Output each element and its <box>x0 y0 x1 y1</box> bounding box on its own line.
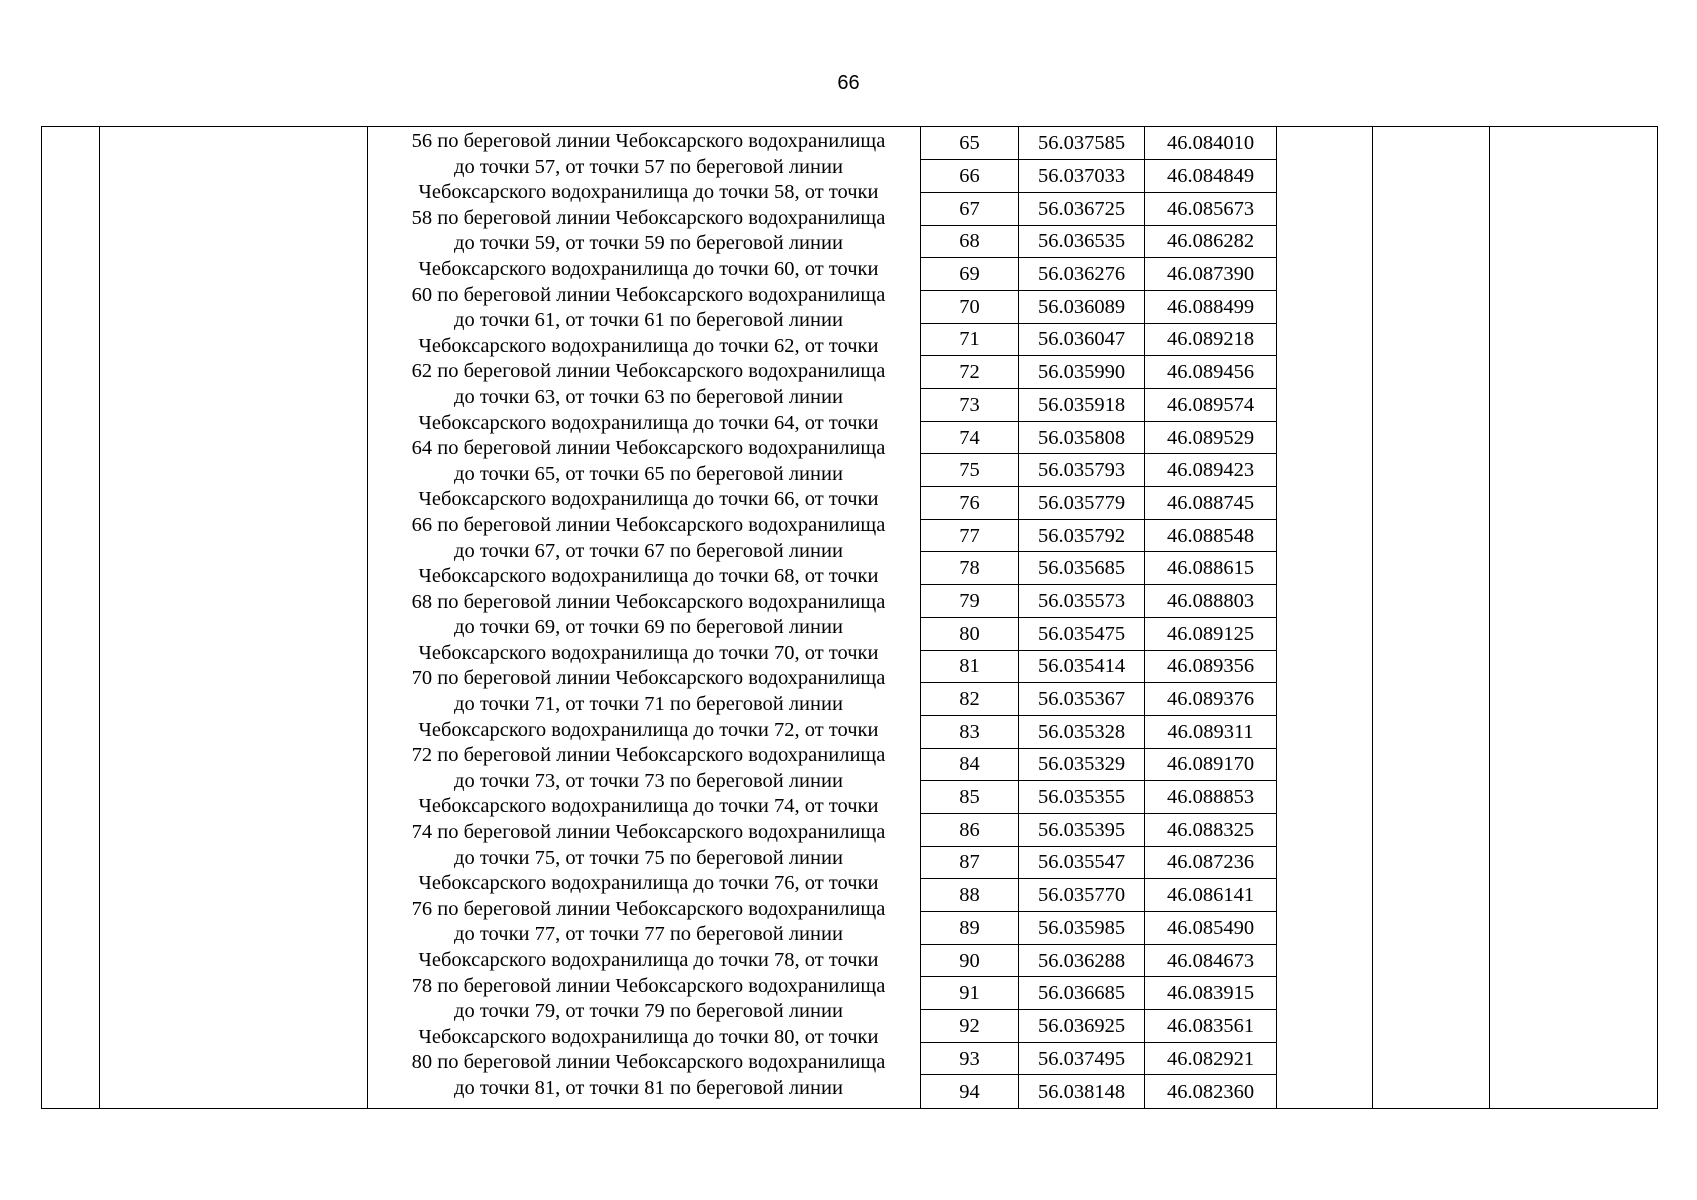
description-line: 76 по береговой линии Чебоксарского водохранилища <box>411 897 886 920</box>
latitude-cell: 56.035792 <box>1019 519 1145 552</box>
longitude-cell: 46.089356 <box>1145 650 1277 683</box>
description-line: 70 по береговой линии Чебоксарского водохранилища <box>411 667 886 690</box>
point-number-cell: 65 <box>921 127 1019 160</box>
point-number-cell: 67 <box>921 192 1019 225</box>
boundary-description <box>372 127 925 1102</box>
table-row <box>921 1042 1277 1075</box>
description-line: до точки 71, от точки 71 по береговой линии <box>454 693 843 716</box>
description-line: 64 по береговой линии Чебоксарского водохранилища <box>411 437 886 460</box>
longitude-cell: 46.088499 <box>1145 290 1277 323</box>
description-line: до точки 61, от точки 61 по береговой линии <box>454 309 843 332</box>
description-line: до точки 57, от точки 57 по береговой линии <box>454 155 843 178</box>
description-line: 58 по береговой линии Чебоксарского водохранилища <box>411 206 886 229</box>
table-row <box>921 356 1277 389</box>
longitude-cell: 46.086141 <box>1145 879 1277 912</box>
point-number-cell: 72 <box>921 356 1019 389</box>
longitude-cell: 46.089218 <box>1145 323 1277 356</box>
table-row <box>921 487 1277 520</box>
description-line: 78 по береговой линии Чебоксарского водохранилища <box>411 974 886 997</box>
point-number-cell: 87 <box>921 846 1019 879</box>
longitude-cell: 46.084849 <box>1145 160 1277 193</box>
latitude-cell: 56.035475 <box>1019 617 1145 650</box>
longitude-cell: 46.089529 <box>1145 421 1277 454</box>
description-line: до точки 73, от точки 73 по береговой линии <box>454 769 843 792</box>
latitude-cell: 56.036725 <box>1019 192 1145 225</box>
point-number-cell: 80 <box>921 617 1019 650</box>
table-row <box>921 323 1277 356</box>
description-line: Чебоксарского водохранилища до точки 76, от точки <box>418 872 879 895</box>
description-line: Чебоксарского водохранилища до точки 80, от точки <box>418 1025 879 1048</box>
table-row <box>921 748 1277 781</box>
longitude-cell: 46.087236 <box>1145 846 1277 879</box>
description-line: 62 по береговой линии Чебоксарского водохранилища <box>411 360 886 383</box>
longitude-cell: 46.088548 <box>1145 519 1277 552</box>
description-line: до точки 81, от точки 81 по береговой линии <box>454 1076 843 1099</box>
longitude-cell: 46.085673 <box>1145 192 1277 225</box>
description-line: 60 по береговой линии Чебоксарского водохранилища <box>411 283 886 306</box>
point-number-cell: 79 <box>921 585 1019 618</box>
table-row <box>921 421 1277 454</box>
longitude-cell: 46.088745 <box>1145 487 1277 520</box>
latitude-cell: 56.035573 <box>1019 585 1145 618</box>
latitude-cell: 56.035685 <box>1019 552 1145 585</box>
latitude-cell: 56.037495 <box>1019 1042 1145 1075</box>
latitude-cell: 56.036089 <box>1019 290 1145 323</box>
description-line: Чебоксарского водохранилища до точки 78, от точки <box>418 949 879 971</box>
longitude-cell: 46.089170 <box>1145 748 1277 781</box>
latitude-cell: 56.035793 <box>1019 454 1145 487</box>
longitude-cell: 46.088803 <box>1145 585 1277 618</box>
point-number-cell: 73 <box>921 389 1019 422</box>
table-row <box>921 1010 1277 1043</box>
description-line: Чебоксарского водохранилища до точки 62, от точки <box>418 334 879 357</box>
longitude-cell: 46.084010 <box>1145 127 1277 160</box>
latitude-cell: 56.035328 <box>1019 715 1145 748</box>
point-number-cell: 82 <box>921 683 1019 716</box>
longitude-cell: 46.082360 <box>1145 1075 1277 1108</box>
column-divider <box>367 127 368 1108</box>
table-row <box>921 912 1277 945</box>
longitude-cell: 46.089456 <box>1145 356 1277 389</box>
point-number-cell: 77 <box>921 519 1019 552</box>
description-line: Чебоксарского водохранилища до точки 60, от точки <box>418 257 879 280</box>
point-number-cell: 86 <box>921 813 1019 846</box>
description-line: Чебоксарского водохранилища до точки 64, от точки <box>418 411 879 434</box>
latitude-cell: 56.037033 <box>1019 160 1145 193</box>
description-line: до точки 67, от точки 67 по береговой линии <box>454 539 843 562</box>
point-number-cell: 93 <box>921 1042 1019 1075</box>
longitude-cell: 46.084673 <box>1145 944 1277 977</box>
longitude-cell: 46.086282 <box>1145 225 1277 258</box>
latitude-cell: 56.035808 <box>1019 421 1145 454</box>
latitude-cell: 56.036535 <box>1019 225 1145 258</box>
description-line: до точки 79, от точки 79 по береговой линии <box>454 1000 843 1023</box>
point-number-cell: 66 <box>921 160 1019 193</box>
longitude-cell: 46.089423 <box>1145 454 1277 487</box>
table-row <box>921 519 1277 552</box>
description-line: до точки 77, от точки 77 по береговой линии <box>454 923 843 946</box>
longitude-cell: 46.083561 <box>1145 1010 1277 1043</box>
point-number-cell: 94 <box>921 1075 1019 1108</box>
description-line: Чебоксарского водохранилища до точки 68, от точки <box>418 565 879 588</box>
coordinates-table <box>920 127 1277 1108</box>
latitude-cell: 56.035547 <box>1019 846 1145 879</box>
description-line: Чебоксарского водохранилища до точки 66, от точки <box>418 488 879 511</box>
point-number-cell: 85 <box>921 781 1019 814</box>
table-row <box>921 585 1277 618</box>
table-row <box>921 650 1277 683</box>
column-divider <box>99 127 100 1108</box>
description-line: Чебоксарского водохранилища до точки 72, от точки <box>418 718 879 741</box>
latitude-cell: 56.038148 <box>1019 1075 1145 1108</box>
point-number-cell: 83 <box>921 715 1019 748</box>
description-line: 68 по береговой линии Чебоксарского водохранилища <box>411 590 886 613</box>
description-line: до точки 59, от точки 59 по береговой линии <box>454 232 843 255</box>
latitude-cell: 56.035395 <box>1019 813 1145 846</box>
description-line: 72 по береговой линии Чебоксарского водохранилища <box>411 744 886 767</box>
point-number-cell: 91 <box>921 977 1019 1010</box>
point-number-cell: 71 <box>921 323 1019 356</box>
table-row <box>921 1075 1277 1108</box>
table-row <box>921 879 1277 912</box>
description-line: до точки 69, от точки 69 по береговой линии <box>454 616 843 639</box>
point-number-cell: 70 <box>921 290 1019 323</box>
latitude-cell: 56.035990 <box>1019 356 1145 389</box>
description-line: Чебоксарского водохранилища до точки 58, от точки <box>418 181 879 204</box>
latitude-cell: 56.035367 <box>1019 683 1145 716</box>
table-row <box>921 977 1277 1010</box>
description-line: Чебоксарского водохранилища до точки 70, от точки <box>418 641 879 664</box>
table-row <box>921 552 1277 585</box>
page-number: 66 <box>837 72 860 94</box>
table-row <box>921 683 1277 716</box>
point-number-cell: 69 <box>921 258 1019 291</box>
latitude-cell: 56.035770 <box>1019 879 1145 912</box>
description-line: 56 по береговой линии Чебоксарского водохранилища <box>411 130 886 152</box>
table-row <box>921 225 1277 258</box>
table-row <box>921 160 1277 193</box>
longitude-cell: 46.082921 <box>1145 1042 1277 1075</box>
boundary-table <box>41 126 1658 1109</box>
latitude-cell: 56.036276 <box>1019 258 1145 291</box>
longitude-cell: 46.089376 <box>1145 683 1277 716</box>
description-line: до точки 75, от точки 75 по береговой линии <box>454 846 843 869</box>
table-row <box>921 454 1277 487</box>
description-line: 74 по береговой линии Чебоксарского водохранилища <box>411 821 886 844</box>
table-row <box>921 389 1277 422</box>
latitude-cell: 56.035918 <box>1019 389 1145 422</box>
longitude-cell: 46.089125 <box>1145 617 1277 650</box>
longitude-cell: 46.087390 <box>1145 258 1277 291</box>
longitude-cell: 46.088325 <box>1145 813 1277 846</box>
table-row <box>921 944 1277 977</box>
table-row <box>921 258 1277 291</box>
description-line: до точки 63, от точки 63 по береговой линии <box>454 385 843 408</box>
latitude-cell: 56.036685 <box>1019 977 1145 1010</box>
point-number-cell: 75 <box>921 454 1019 487</box>
description-line: 80 по береговой линии Чебоксарского водохранилища <box>411 1051 886 1074</box>
point-number-cell: 78 <box>921 552 1019 585</box>
point-number-cell: 89 <box>921 912 1019 945</box>
column-divider <box>1372 127 1373 1108</box>
latitude-cell: 56.036047 <box>1019 323 1145 356</box>
description-line: 66 по береговой линии Чебоксарского водохранилища <box>411 513 886 536</box>
latitude-cell: 56.035414 <box>1019 650 1145 683</box>
latitude-cell: 56.036925 <box>1019 1010 1145 1043</box>
table-row <box>921 127 1277 160</box>
table-row <box>921 290 1277 323</box>
table-row <box>921 192 1277 225</box>
latitude-cell: 56.037585 <box>1019 127 1145 160</box>
longitude-cell: 46.089574 <box>1145 389 1277 422</box>
table-row <box>921 617 1277 650</box>
longitude-cell: 46.085490 <box>1145 912 1277 945</box>
point-number-cell: 74 <box>921 421 1019 454</box>
point-number-cell: 81 <box>921 650 1019 683</box>
point-number-cell: 76 <box>921 487 1019 520</box>
longitude-cell: 46.088615 <box>1145 552 1277 585</box>
point-number-cell: 84 <box>921 748 1019 781</box>
table-row <box>921 846 1277 879</box>
description-line: до точки 65, от точки 65 по береговой линии <box>454 462 843 485</box>
point-number-cell: 92 <box>921 1010 1019 1043</box>
latitude-cell: 56.035355 <box>1019 781 1145 814</box>
table-row <box>921 781 1277 814</box>
point-number-cell: 90 <box>921 944 1019 977</box>
table-row <box>921 715 1277 748</box>
latitude-cell: 56.035779 <box>1019 487 1145 520</box>
longitude-cell: 46.089311 <box>1145 715 1277 748</box>
point-number-cell: 68 <box>921 225 1019 258</box>
longitude-cell: 46.083915 <box>1145 977 1277 1010</box>
longitude-cell: 46.088853 <box>1145 781 1277 814</box>
latitude-cell: 56.036288 <box>1019 944 1145 977</box>
latitude-cell: 56.035985 <box>1019 912 1145 945</box>
latitude-cell: 56.035329 <box>1019 748 1145 781</box>
point-number-cell: 88 <box>921 879 1019 912</box>
table-row <box>921 813 1277 846</box>
description-line: Чебоксарского водохранилища до точки 74, от точки <box>418 795 879 818</box>
column-divider <box>1489 127 1490 1108</box>
